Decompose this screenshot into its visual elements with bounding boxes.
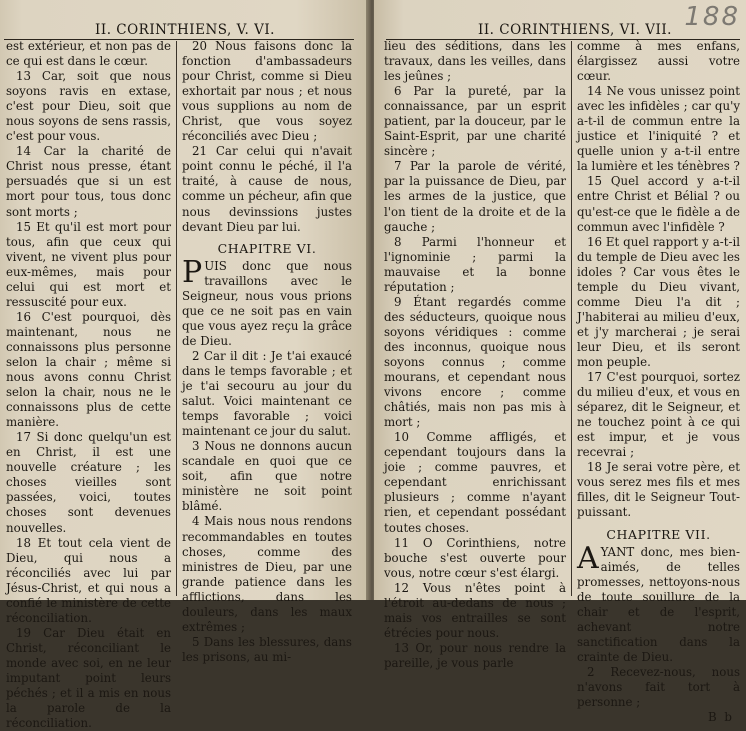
verse-paragraph <box>6 220 171 310</box>
right-column-1 <box>384 39 566 671</box>
left-running-head: II. CORINTHIENS, V. VI. <box>95 22 275 38</box>
verse-paragraph <box>6 626 171 731</box>
verse-text: 2 Recevez-nous, nous n'avons fait tort à personne ; <box>577 664 740 710</box>
verse-text: 11 O Corinthiens, notre bouche s'est ouverte pour vous, notre cœur s'est élargi. <box>384 535 566 580</box>
verse-text: 6 Par la pureté, par la connaissance, par un esprit patient, par la douceur, par le Saint-Esprit, par une charité sincère ; <box>384 84 566 159</box>
verse-text: 10 Comme affligés, et cependant toujours dans la joie ; comme pauvres, et cependant enrichissant plusieurs ; comme n'ayant rien, et cependant possédant toutes choses. <box>384 430 566 535</box>
drop-cap: A <box>577 540 599 576</box>
verse-paragraph <box>6 69 171 144</box>
verse-text: 13 Car, soit que nous soyons ravis en extase, c'est pour Dieu, soit que nous soyons de sens rassis, c'est pour vous. <box>6 69 171 144</box>
verse-paragraph <box>384 430 566 535</box>
verse-paragraph <box>577 84 740 174</box>
verse-text: 19 Car Dieu était en Christ, réconciliant le monde avec soi, en ne leur imputant point leurs péchés ; et il a mis en nous la parole de la réconciliation. <box>6 625 171 731</box>
verse-paragraph <box>182 39 352 144</box>
verse-paragraph <box>6 430 171 535</box>
verse-paragraph <box>182 514 352 634</box>
verse-text: 8 Parmi l'honneur et l'ignominie ; parmi la mauvaise et la bonne réputation ; <box>384 234 566 294</box>
verse-paragraph <box>384 581 566 641</box>
verse-text: 3 Nous ne donnons aucun scandale en quoi que ce soit, afin que notre ministère ne soit point blâmé. <box>182 439 352 514</box>
verse-text: comme à mes enfans, élargissez aussi votre cœur. <box>577 39 740 84</box>
verse-text: 14 Ne vous unissez point avec les infidèles ; car qu'y a-t-il de commun entre la justice et l'iniquité ? et quelle union y a-t-il entre la lumière et les ténèbres ? <box>577 84 740 174</box>
verse-text: 16 Et quel rapport y a-t-il du temple de Dieu avec les idoles ? Car vous êtes le temple du Dieu vivant, comme Dieu l'a dit ; J'habiterai au milieu d'eux, et j'y marcherai ; je serai leur Dieu, et ils seront mon peuple. <box>577 234 740 369</box>
verse-text: UIS donc que nous travaillons avec le Seigneur, nous vous prions que ce ne soit pas en vain que vous ayez reçu la grâce de Dieu. <box>182 258 352 348</box>
verse-paragraph <box>182 439 352 514</box>
verse-paragraph <box>577 460 740 520</box>
left-page <box>0 0 370 731</box>
verse-paragraph <box>384 159 566 234</box>
verse-text: 14 Car la charité de Christ nous presse, étant persuadés que si un est mort pour tous, tous donc sont morts ; <box>6 144 171 219</box>
verse-paragraph <box>577 174 740 234</box>
pencil-page-number: 188 <box>684 2 740 32</box>
verse-paragraph <box>384 84 566 159</box>
verse-text: 15 Quel accord y a-t-il entre Christ et Bélial ? ou qu'est-ce que le fidèle a de commun avec l'infidèle ? <box>577 174 740 234</box>
verse-paragraph <box>182 635 352 665</box>
verse-paragraph <box>577 235 740 370</box>
signature-mark: B b <box>708 710 734 725</box>
left-column-1 <box>6 39 171 731</box>
verse-text: 5 Dans les blessures, dans les prisons, au mi- <box>182 634 352 664</box>
verse-text: 16 C'est pourquoi, dès maintenant, nous ne connaissons plus personne selon la chair ; même si nous avons connu Christ selon la chair, nous ne le connaissons plus de cette manière. <box>6 309 171 430</box>
verse-text: YANT donc, mes bien-aimés, de telles promesses, nettoyons-nous de toute souillure de la chair et de l'esprit, achevant notre sanctification dans la crainte de Dieu. <box>577 544 740 664</box>
right-chapter-heading: CHAPITRE VII. <box>606 526 711 542</box>
verse-paragraph <box>384 295 566 430</box>
verse-text: est extérieur, et non pas de ce qui est dans le cœur. <box>6 39 171 69</box>
verse-text: 17 Si donc quelqu'un est en Christ, il est une nouvelle créature ; les choses vieilles sont passées, voici, toutes choses sont devenues nouvelles. <box>6 430 171 535</box>
verse-text: 18 Et tout cela vient de Dieu, qui nous a réconciliés avec lui par Jésus-Christ, et qui nous a confié le ministère de cette réconciliation. <box>6 535 171 625</box>
drop-cap: P <box>182 254 203 290</box>
verse-paragraph <box>577 540 740 665</box>
verse-text: 7 Par la parole de vérité, par la puissance de Dieu, par les armes de la justice, que l'on tient de la droite et de la gauche ; <box>384 159 566 234</box>
left-column-2 <box>182 39 352 665</box>
verse-text: 12 Vous n'êtes point à l'étroit au-dedans de nous ; mais vos entrailles se sont étrécies pour nous. <box>384 580 566 640</box>
right-page <box>374 0 746 725</box>
verse-text: 20 Nous faisons donc la fonction d'ambassadeurs pour Christ, comme si Dieu exhortait par nous ; et nous vous supplions au nom de Christ, que vous soyez réconciliés avec Dieu ; <box>182 39 352 144</box>
verse-text: 4 Mais nous nous rendons recommandables en toutes choses, comme des ministres de Dieu, par une grande patience dans les afflictions, dans les douleurs, dans les maux extrêmes ; <box>182 514 352 634</box>
right-running-head: II. CORINTHIENS, VI. VII. <box>478 22 672 38</box>
verse-paragraph <box>182 144 352 234</box>
verse-text: 21 Car celui qui n'avait point connu le péché, il l'a traité, à cause de nous, comme un pécheur, afin que nous devinssions justes devant Dieu par lui. <box>182 144 352 234</box>
verse-paragraph <box>384 641 566 671</box>
right-column-2 <box>577 39 740 725</box>
verse-text: 13 Or, pour nous rendre la pareille, je vous parle <box>384 640 566 670</box>
verse-paragraph <box>6 144 171 219</box>
verse-paragraph <box>6 39 171 69</box>
verse-paragraph <box>577 39 740 84</box>
verse-paragraph <box>182 254 352 349</box>
verse-paragraph <box>384 39 566 84</box>
verse-paragraph <box>577 370 740 460</box>
left-chapter-heading: CHAPITRE VI. <box>217 240 317 256</box>
verse-text: lieu des séditions, dans les travaux, dans les veilles, dans les jeûnes ; <box>384 39 566 84</box>
verse-paragraph <box>6 310 171 430</box>
verse-text: 2 Car il dit : Je t'ai exaucé dans le temps favorable ; et je t'ai secouru au jour du salut. Voici maintenant ce temps favorable ; voici maintenant ce jour du salut. <box>182 348 352 439</box>
verse-text: 9 Étant regardés comme des séducteurs, quoique nous soyons véridiques : comme des inconnus, quoique nous soyons connus ; comme mourans, et cependant nous vivons encore ; comme châtiés, mais non pas mis à mort ; <box>384 294 566 430</box>
verse-paragraph <box>577 665 740 710</box>
verse-text: 18 Je serai votre père, et vous serez mes fils et mes filles, dit le Seigneur Tout-puissant. <box>577 460 740 520</box>
verse-paragraph <box>384 536 566 581</box>
right-column-divider <box>571 41 572 596</box>
verse-paragraph <box>384 235 566 295</box>
verse-text: 15 Et qu'il est mort pour tous, afin que ceux qui vivent, ne vivent plus pour eux-mêmes, mais pour celui qui est mort et ressuscité pour eux. <box>6 219 171 309</box>
left-column-divider <box>176 41 177 596</box>
verse-text: 17 C'est pourquoi, sortez du milieu d'eux, et vous en séparez, dit le Seigneur, et ne touchez point à ce qui est impur, et je vous recevrai ; <box>577 370 740 460</box>
verse-paragraph <box>6 536 171 626</box>
verse-paragraph <box>182 349 352 439</box>
